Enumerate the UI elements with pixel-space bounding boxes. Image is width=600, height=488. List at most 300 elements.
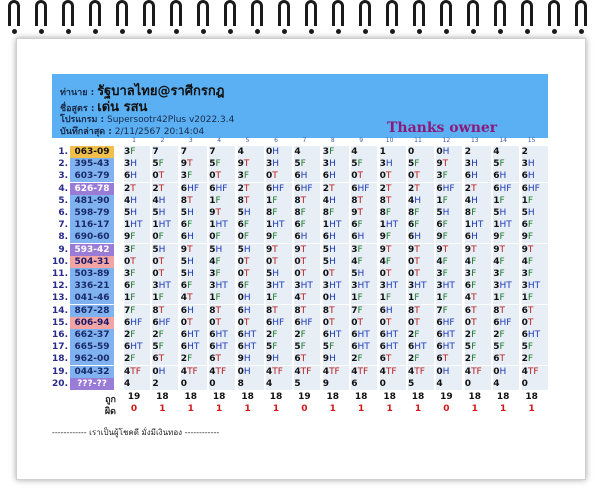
result-cell: 6T [152, 353, 178, 365]
result-cell: 5H [266, 268, 292, 280]
hit-count: 19 [127, 392, 141, 402]
binder-ring-icon [251, 0, 263, 26]
miss-count: 1 [216, 404, 223, 414]
info-header [52, 74, 548, 138]
column-header: 15 [527, 137, 536, 144]
result-cell: 1HT [124, 219, 150, 231]
result-cell: 5H [124, 207, 150, 219]
result-cell: 4TF [209, 366, 235, 378]
result-cell: 3HT [294, 280, 320, 292]
row-number: 3. [58, 171, 68, 182]
result-cell: 0H [152, 366, 178, 378]
hit-count: 18 [354, 392, 368, 402]
result-cell: 0T [238, 268, 264, 280]
result-cell: 4T [181, 292, 207, 304]
result-cell: 8T [380, 195, 406, 207]
result-cell: 3HT [266, 280, 292, 292]
result-cell: 2F [266, 329, 292, 341]
miss-count: 0 [301, 404, 308, 414]
result-cell: 5F [152, 341, 178, 353]
number-set: 063-09 [70, 146, 114, 158]
result-cell: 6HF [493, 317, 519, 329]
result-cell: 6HF [436, 183, 462, 195]
result-cell: 6H [181, 231, 207, 243]
date-value: 2/11/2567 20:14:04 [114, 127, 205, 137]
result-cell: 4 [294, 146, 320, 158]
result-cell: 2F [181, 353, 207, 365]
result-cell: 2 [152, 378, 178, 390]
number-set: 481-90 [70, 195, 114, 207]
binder-ring-icon [305, 0, 317, 26]
result-cell: 8 [238, 378, 264, 390]
result-cell: 5H [522, 207, 548, 219]
result-cell: 6H [294, 170, 320, 182]
row-number: 17. [52, 342, 68, 353]
result-cell: 1F [209, 292, 235, 304]
result-cell: 0T [152, 256, 178, 268]
result-cell: 0 [380, 378, 406, 390]
result-cell: 6HF [351, 183, 377, 195]
result-cell: 3H [380, 158, 406, 170]
result-cell: 2F [493, 329, 519, 341]
result-cell: 6F [294, 219, 320, 231]
number-set: 041-46 [70, 292, 114, 304]
result-cell: 5F [408, 158, 434, 170]
hit-count: 18 [156, 392, 169, 402]
hit-count: 18 [383, 392, 396, 402]
result-cell: 0T [380, 317, 406, 329]
miss-count: 1 [244, 404, 251, 414]
result-cell: 2F [408, 329, 434, 341]
result-cell: 4 [266, 378, 292, 390]
result-cell: 1HT [209, 219, 235, 231]
result-cell: 3F [238, 170, 264, 182]
binder-rings [0, 0, 600, 40]
result-cell: 6HT [436, 329, 462, 341]
result-cell: 6HT [238, 341, 264, 353]
number-set: 116-17 [70, 219, 114, 231]
result-cell: 1HT [152, 219, 178, 231]
result-cell: 5 [408, 378, 434, 390]
row-number: 14. [52, 305, 68, 316]
result-cell: 4F [380, 256, 406, 268]
row-number: 6. [58, 208, 68, 218]
result-cell: 5H [152, 244, 178, 256]
result-cell: 0T [294, 256, 320, 268]
binder-ring-icon [143, 0, 155, 26]
result-cell: 6H [380, 305, 406, 317]
column-header: 13 [470, 137, 479, 144]
result-cell: 6HT [209, 329, 235, 341]
result-cell: 3F [124, 268, 150, 280]
result-cell: 0T [351, 170, 377, 182]
binder-ring-icon [170, 0, 182, 26]
result-cell: 2T [238, 183, 264, 195]
result-cell: 9F [522, 231, 548, 243]
number-set: 603-79 [70, 170, 114, 182]
column-header: 2 [160, 137, 165, 144]
result-cell: 4H [323, 195, 349, 207]
binder-ring-icon [278, 0, 290, 26]
row-number: 16. [52, 330, 68, 340]
result-cell: 8T [181, 195, 207, 207]
row-number: 10. [52, 256, 68, 267]
result-cell: 6F [522, 219, 548, 231]
result-cell: 5H [152, 207, 178, 219]
hit-count: 18 [269, 392, 283, 402]
number-set: 044-32 [70, 366, 114, 378]
result-cell: 9T [436, 244, 462, 256]
number-set: 504-31 [70, 256, 114, 268]
row-number: 19. [52, 366, 68, 377]
miss-label: ผิด [104, 407, 116, 417]
result-cell: 0T [408, 256, 434, 268]
result-cell: 9H [238, 353, 264, 365]
result-cell: 3F [124, 244, 150, 256]
result-cell: 6HT [436, 341, 462, 353]
result-cell: 9T [436, 158, 462, 170]
result-cell: 2F [124, 353, 150, 365]
result-cell: 3F [522, 268, 548, 280]
result-cell: 5 [294, 378, 320, 390]
result-cell: 0T [351, 317, 377, 329]
result-cell: 6HF [209, 183, 235, 195]
number-set: ???-?? [70, 378, 114, 390]
result-cell: 0H [323, 292, 349, 304]
result-cell: 6F [351, 219, 377, 231]
result-cell: 6HT [124, 341, 150, 353]
row-number: 13. [52, 293, 68, 304]
result-cell: 8T [294, 305, 320, 317]
result-cell: 8T [323, 305, 349, 317]
result-cell: 6HT [380, 329, 406, 341]
result-cell: 9T [380, 244, 406, 256]
miss-count: 1 [471, 404, 478, 414]
result-cell: 0 [522, 378, 548, 390]
result-cell: 3H [266, 158, 292, 170]
result-cell: 4F [209, 256, 235, 268]
result-cell: 1F [351, 292, 377, 304]
result-cell: 8T [152, 305, 178, 317]
binder-ring-icon [467, 0, 479, 26]
result-cell: 9H [323, 353, 349, 365]
result-cell: 8T [209, 305, 235, 317]
miss-count: 1 [159, 404, 166, 414]
result-cell: 1F [493, 292, 519, 304]
result-cell: 4H [124, 195, 150, 207]
lottery-formula-panel [52, 74, 548, 440]
hit-count: 18 [184, 392, 198, 402]
result-cell: 4 [493, 378, 519, 390]
result-cell: 6HT [181, 341, 207, 353]
result-cell: 0T [465, 317, 491, 329]
hit-count: 19 [298, 392, 311, 402]
miss-count: 1 [414, 404, 422, 414]
result-cell: 4TF [266, 366, 292, 378]
number-set: 336-21 [70, 280, 114, 292]
owner-value: รัฐบาลไทย@ราศีกรกฎ [97, 84, 225, 99]
column-header: 9 [359, 137, 364, 144]
result-cell: 5H [181, 207, 207, 219]
owner-label: ท่านาย : [60, 88, 95, 98]
result-cell: 3HT [351, 280, 377, 292]
result-cell: 1F [522, 195, 548, 207]
hit-count: 18 [496, 392, 510, 402]
number-set: 606-94 [70, 317, 114, 329]
row-number: 9. [58, 244, 68, 255]
result-cell: 6HF [266, 183, 292, 195]
result-cell: 4H [152, 195, 178, 207]
result-cell: 9T [238, 158, 264, 170]
thanks-banner: Thanks owner [387, 120, 498, 136]
result-cell: 6F [408, 219, 434, 231]
result-cell: 3F [436, 170, 462, 182]
result-cell: 0T [522, 317, 548, 329]
result-cell: 1F [266, 292, 292, 304]
result-cell: 4F [351, 256, 377, 268]
number-set: 395-43 [70, 158, 114, 170]
result-cell: 0T [209, 317, 235, 329]
formula-label: ชื่อสูตร : [60, 104, 95, 114]
result-cell: 6H [351, 231, 377, 243]
result-cell: 5F [209, 158, 235, 170]
result-cell: 6HT [408, 341, 434, 353]
result-cell: 4TF [408, 366, 434, 378]
result-cell: 2T [323, 183, 349, 195]
result-cell: 3HT [408, 280, 434, 292]
result-cell: 1HT [266, 219, 292, 231]
column-header: 3 [188, 137, 193, 144]
number-set: 503-89 [70, 268, 114, 280]
miss-count: 1 [386, 404, 393, 414]
result-cell: 3HT [209, 280, 235, 292]
result-cell: 3HT [323, 280, 349, 292]
binder-ring-icon [332, 0, 344, 26]
result-cell: 0 [181, 378, 207, 390]
result-cell: 0H [436, 146, 462, 158]
result-cell: 4TF [522, 366, 548, 378]
result-cell: 4TF [294, 366, 320, 378]
result-cell: 2F [294, 329, 320, 341]
result-cell: 0T [408, 170, 434, 182]
result-cell: 1F [493, 195, 519, 207]
result-cell: 4TF [465, 366, 491, 378]
result-cell: 8T [493, 305, 519, 317]
result-cell: 6T [209, 353, 235, 365]
result-cell: 8F [323, 207, 349, 219]
result-cell: 7 [209, 146, 235, 158]
result-cell: 6HF [181, 183, 207, 195]
result-cell: 1F [408, 292, 434, 304]
hit-count: 18 [468, 392, 482, 402]
result-cell: 8F [408, 207, 434, 219]
result-cell: 3F [181, 170, 207, 182]
result-cell: 4TF [323, 366, 349, 378]
result-cell: 0H [436, 366, 462, 378]
binder-ring-icon [197, 0, 209, 26]
result-cell: 2 [465, 146, 491, 158]
result-cell: 3H [323, 158, 349, 170]
result-cell: 5F [465, 341, 491, 353]
result-cell: 4TF [380, 366, 406, 378]
result-cell: 4F [493, 256, 519, 268]
footer-slogan: ------------ เราเป็นผู้โชคดี มั่งมีเงินทอง ------------ [52, 428, 220, 437]
result-cell: 6HT [209, 341, 235, 353]
binder-ring-icon [224, 0, 236, 26]
result-cell: 6F [465, 280, 491, 292]
result-cell: 6F [124, 280, 150, 292]
column-header: 10 [385, 137, 394, 144]
result-cell: 6H [465, 231, 491, 243]
result-cell: 4TF [351, 366, 377, 378]
result-cell: 4TF [181, 366, 207, 378]
result-cell: 0T [266, 256, 292, 268]
result-cell: 5F [351, 158, 377, 170]
result-cell: 7F [124, 305, 150, 317]
result-cell: 7F [436, 305, 462, 317]
binder-ring-icon [548, 0, 560, 26]
number-set: 662-37 [70, 329, 114, 341]
result-cell: 1HT [493, 219, 519, 231]
miss-count: 1 [187, 404, 194, 414]
result-cell: 6HF [152, 317, 178, 329]
result-cell: 8T [294, 195, 320, 207]
result-cell: 0 [408, 146, 434, 158]
result-cell: 6HT [522, 329, 548, 341]
result-cell: 9T [181, 158, 207, 170]
result-cell: 9T [209, 207, 235, 219]
result-cell: 9T [465, 244, 491, 256]
row-number: 8. [58, 232, 68, 243]
result-cell: 2F [408, 353, 434, 365]
result-cell: 9T [266, 244, 292, 256]
binder-ring-icon [116, 0, 128, 26]
result-cell: 0T [152, 170, 178, 182]
hit-count: 18 [411, 392, 425, 402]
result-cell: 3HT [380, 280, 406, 292]
number-set: 593-42 [70, 244, 114, 256]
result-cell: 1F [152, 292, 178, 304]
miss-count: 1 [358, 404, 365, 414]
result-cell: 2T [408, 183, 434, 195]
result-cell: 8F [294, 207, 320, 219]
result-cell: 9H [266, 353, 292, 365]
column-header: 6 [274, 137, 278, 144]
row-number: 1. [58, 147, 68, 157]
result-cell: 6HF [436, 317, 462, 329]
result-cell: 1HT [380, 219, 406, 231]
result-cell: 5F [493, 341, 519, 353]
result-cell: 0 [465, 378, 491, 390]
result-cell: 0T [124, 256, 150, 268]
result-cell: 1F [124, 292, 150, 304]
result-cell: 4F [465, 256, 491, 268]
result-cell: 3F [209, 268, 235, 280]
result-cell: 6HT [323, 329, 349, 341]
hit-label: ถูก [105, 395, 116, 405]
number-set: 626-78 [70, 183, 114, 195]
miss-count: 1 [329, 404, 336, 414]
result-cell: 0T [323, 268, 349, 280]
result-cell: 0T [152, 268, 178, 280]
row-number: 18. [52, 354, 68, 365]
result-cell: 9F [493, 231, 519, 243]
result-cell: 6H [522, 170, 548, 182]
result-cell: 6HT [351, 341, 377, 353]
result-cell: 2F [124, 329, 150, 341]
result-cell: 0H [238, 366, 264, 378]
binder-ring-icon [89, 0, 101, 26]
formula-value: เด่น รสน [97, 100, 148, 115]
result-cell: 5H [323, 256, 349, 268]
result-cell: 2F [152, 329, 178, 341]
result-cell: 5F [294, 341, 320, 353]
result-cell: 5H [323, 244, 349, 256]
result-cell: 0T [408, 268, 434, 280]
result-cell: 8F [465, 207, 491, 219]
result-cell: 3HT [493, 280, 519, 292]
result-cell: 4 [124, 378, 150, 390]
result-cell: 5H [351, 268, 377, 280]
result-cell: 6F [181, 219, 207, 231]
result-cell: 6F [181, 280, 207, 292]
result-cell: 6F [436, 219, 462, 231]
result-cell: 9T [181, 244, 207, 256]
result-cell: 2F [351, 353, 377, 365]
result-cell: 4T [465, 292, 491, 304]
date-line [60, 124, 204, 138]
result-cell: 0F [238, 231, 264, 243]
hit-count: 19 [440, 392, 453, 402]
result-cell: 2T [124, 183, 150, 195]
result-cell: 1F [266, 195, 292, 207]
result-cell: 3H [124, 158, 150, 170]
result-cell: 3F [493, 268, 519, 280]
result-cell: 4F [522, 256, 548, 268]
result-cell: 6H [124, 170, 150, 182]
result-cell: 5F [323, 341, 349, 353]
column-header: 14 [499, 137, 507, 144]
result-cell: 6HT [238, 329, 264, 341]
result-cell: 1HT [323, 219, 349, 231]
result-cell: 0T [238, 317, 264, 329]
binder-ring-icon [35, 0, 47, 26]
result-cell: 6H [238, 305, 264, 317]
binder-ring-icon [521, 0, 533, 26]
result-cell: 4H [465, 195, 491, 207]
miss-count: 1 [272, 404, 280, 414]
result-cell: 8T [408, 305, 434, 317]
result-cell: 1F [380, 292, 406, 304]
result-cell: 9F [124, 231, 150, 243]
row-number: 5. [58, 195, 68, 206]
result-cell: 6T [294, 353, 320, 365]
result-cell: 7 [181, 146, 207, 158]
column-header: 12 [442, 137, 451, 144]
program-value: Supersootr42Plus v2022.3.4 [107, 115, 235, 125]
result-cell: 0H [266, 146, 292, 158]
result-cell: 0T [209, 170, 235, 182]
result-cell: 4 [493, 146, 519, 158]
result-cell: 5F [493, 158, 519, 170]
result-cell: 3H [465, 158, 491, 170]
result-cell: 2T [152, 183, 178, 195]
result-cell: 9T [294, 244, 320, 256]
result-cell: 3HT [152, 280, 178, 292]
result-cell: 6T [436, 353, 462, 365]
column-header: 4 [217, 137, 222, 144]
result-cell: 1F [436, 292, 462, 304]
